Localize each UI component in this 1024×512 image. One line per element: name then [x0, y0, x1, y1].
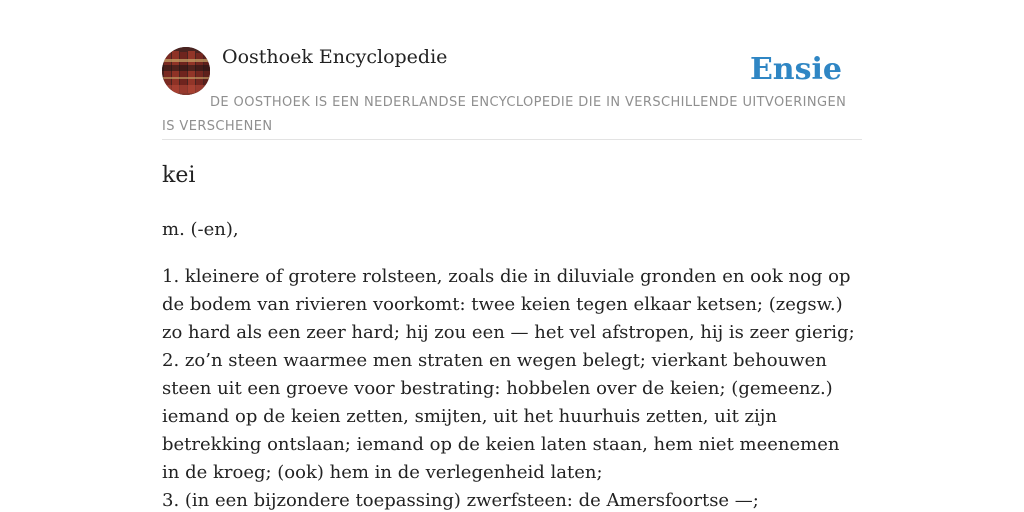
- page-container: [162, 0, 862, 511]
- site-name[interactable]: Oosthoek Encyclopedie: [222, 46, 448, 68]
- entry-definitions: [162, 263, 862, 512]
- site-tagline: DE OOSTHOEK IS EEN NEDERLANDSE ENCYCLOPEDIE DIE IN VERSCHILLENDE UITVOERINGEN IS VERSCHENEN: [162, 95, 847, 134]
- entry-title: kei: [162, 163, 196, 188]
- definition-item: 2. zo’n steen waarmee men straten en wegen belegt; vierkant behouwen steen uit een groeve voor bestrating: hobbelen over de keien; (gemeenz.) iemand op de keien zetten, smijten, uit het huurhuis zetten, uit zijn betrekking ontslaan; iemand op de keien laten staan, hem niet meenemen in de kroeg; (ook) hem in de verlegenheid laten;: [162, 350, 840, 483]
- encyclopedia-books-icon[interactable]: [162, 47, 210, 95]
- definition-item: 3. (in een bijzondere toepassing) zwerfsteen: de Amersfoortse —;: [162, 490, 759, 511]
- definition-item: 1. kleinere of grotere rolsteen, zoals die in diluviale gronden en ook nog op de bodem van rivieren voorkomt: twee keien tegen elkaar ketsen; (zegsw.) zo hard als een zeer hard; hij zou een — het vel afstropen, hij is zeer gierig;: [162, 266, 855, 343]
- site-header: [162, 0, 862, 140]
- entry-grammar: m. (-en),: [162, 219, 239, 240]
- ensie-logo-link[interactable]: Ensie: [749, 52, 842, 87]
